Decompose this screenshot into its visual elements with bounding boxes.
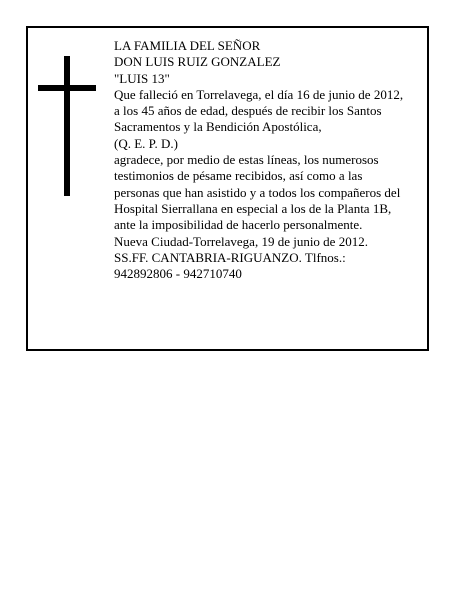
family-heading-line: LA FAMILIA DEL SEÑOR (114, 38, 261, 53)
cross-horizontal-bar (38, 85, 96, 91)
cross-vertical-bar (64, 56, 70, 196)
obituary-text (114, 38, 424, 282)
nickname-line: "LUIS 13" (114, 70, 170, 86)
phone-numbers-line: 942892806 - 942710740 (114, 266, 242, 282)
rip-line: (Q. E. P. D.) (114, 135, 178, 151)
funeral-home-line: SS.FF. CANTABRIA-RIGUANZO. Tlfnos.: (114, 249, 346, 265)
thanks-line-1: agradece, por medio de estas líneas, los numerosos (114, 152, 379, 168)
thanks-line-3: personas que han asistido y a todos los compañeros del (114, 184, 401, 200)
deceased-name-line: DON LUIS RUIZ GONZALEZ (114, 54, 281, 70)
thanks-line-2: testimonios de pésame recibidos, así como a las (114, 168, 363, 184)
death-details-line-2: a los 45 años de edad, después de recibir los Santos (114, 103, 382, 119)
death-details-line-3: Sacramentos y la Bendición Apostólica, (114, 119, 322, 135)
place-date-line: Nueva Ciudad-Torrelavega, 19 de junio de 2012. (114, 233, 368, 249)
thanks-line-4: Hospital Sierrallana en especial a los de la Planta 1B, (114, 200, 392, 216)
death-details-line-1: Que falleció en Torrelavega, el día 16 de junio de 2012, (114, 86, 404, 102)
thanks-line-5: ante la imposibilidad de hacerlo personalmente. (114, 217, 363, 233)
